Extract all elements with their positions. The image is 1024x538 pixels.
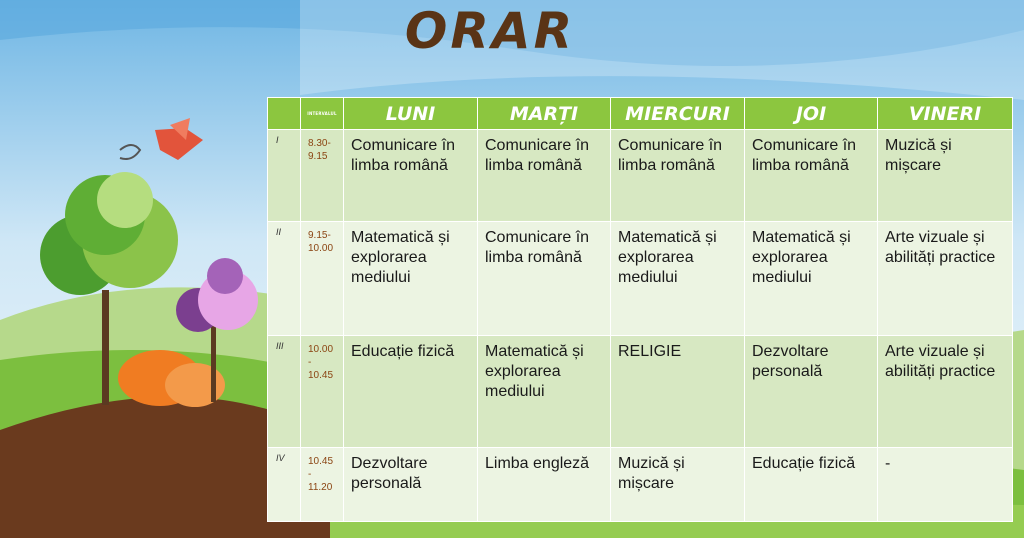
header-joi: JOI bbox=[745, 98, 878, 130]
cell-joi: Educație fizică bbox=[745, 448, 878, 522]
cell-vineri: Arte vizuale și abilități practice bbox=[878, 336, 1013, 448]
page-title: ORAR bbox=[404, 2, 576, 60]
period-number: III bbox=[268, 336, 301, 448]
cell-luni: Matematică și explorarea mediului bbox=[344, 222, 478, 336]
table-row bbox=[268, 222, 1013, 336]
cell-miercuri: Matematică și explorarea mediului bbox=[611, 222, 745, 336]
header-luni: LUNI bbox=[344, 98, 478, 130]
table-row bbox=[268, 130, 1013, 222]
period-number: IV bbox=[268, 448, 301, 522]
period-number: II bbox=[268, 222, 301, 336]
header-row bbox=[268, 98, 1013, 130]
timetable bbox=[267, 97, 1013, 522]
cell-luni: Educație fizică bbox=[344, 336, 478, 448]
cell-luni: Dezvoltare personală bbox=[344, 448, 478, 522]
header-interval: INTERVALUL bbox=[301, 98, 344, 130]
cell-marti: Comunicare în limba română bbox=[478, 130, 611, 222]
period-interval: 8.30- 9.15 bbox=[301, 130, 344, 222]
cell-joi: Matematică și explorarea mediului bbox=[745, 222, 878, 336]
period-number: I bbox=[268, 130, 301, 222]
cell-vineri: Muzică și mișcare bbox=[878, 130, 1013, 222]
period-interval: 9.15- 10.00 bbox=[301, 222, 344, 336]
header-vineri: VINERI bbox=[878, 98, 1013, 130]
header-miercuri: MIERCURI bbox=[611, 98, 745, 130]
cell-miercuri: Comunicare în limba română bbox=[611, 130, 745, 222]
cell-joi: Comunicare în limba română bbox=[745, 130, 878, 222]
period-interval: 10.45 - 11.20 bbox=[301, 448, 344, 522]
cell-marti: Matematică și explorarea mediului bbox=[478, 336, 611, 448]
cell-joi: Dezvoltare personală bbox=[745, 336, 878, 448]
header-empty bbox=[268, 98, 301, 130]
header-marti: MARȚI bbox=[478, 98, 611, 130]
table-row bbox=[268, 448, 1013, 522]
cell-luni: Comunicare în limba română bbox=[344, 130, 478, 222]
cell-marti: Limba engleză bbox=[478, 448, 611, 522]
cell-vineri: - bbox=[878, 448, 1013, 522]
period-interval: 10.00 - 10.45 bbox=[301, 336, 344, 448]
cell-miercuri: RELIGIE bbox=[611, 336, 745, 448]
cell-vineri: Arte vizuale și abilități practice bbox=[878, 222, 1013, 336]
table-row bbox=[268, 336, 1013, 448]
cell-miercuri: Muzică și mișcare bbox=[611, 448, 745, 522]
cell-marti: Comunicare în limba română bbox=[478, 222, 611, 336]
